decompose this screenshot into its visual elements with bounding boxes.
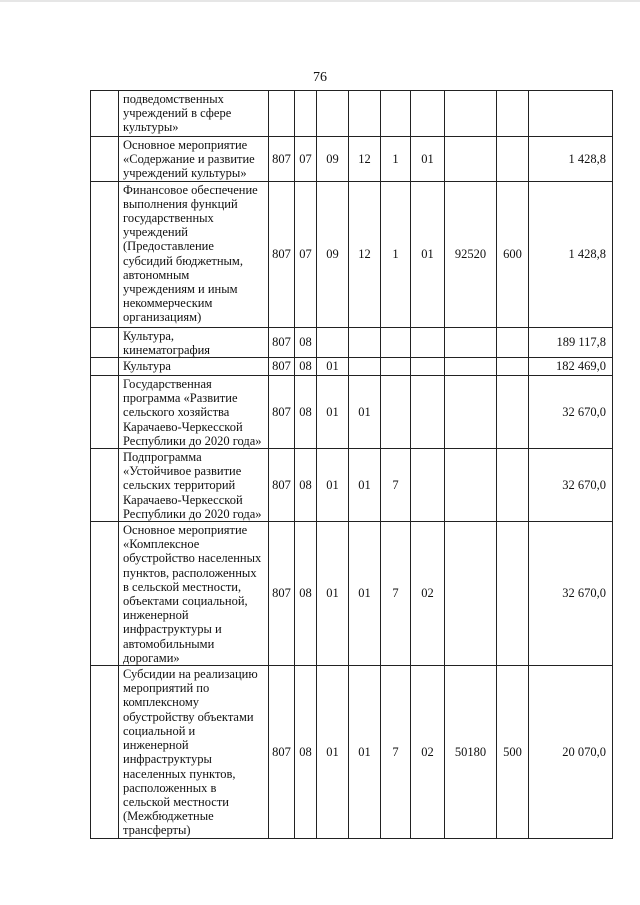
cell-ved: 807	[269, 137, 295, 182]
cell-p4	[445, 91, 497, 137]
cell-rz: 08	[295, 449, 317, 522]
cell-ved: 807	[269, 522, 295, 666]
row-margin-cell	[91, 376, 119, 449]
cell-rz: 08	[295, 522, 317, 666]
row-name-line: Республики до 2020 года»	[123, 433, 262, 448]
cell-pr: 01	[317, 522, 349, 666]
row-name-line: социальной и	[123, 723, 196, 738]
row-name-line: обустройство населенных	[123, 551, 262, 566]
row-name-line: инфраструктуры	[123, 752, 212, 767]
cell-p3: 01	[411, 181, 445, 327]
cell-vr	[497, 358, 529, 376]
row-name-line: сельской местности	[123, 794, 229, 809]
table-row	[91, 376, 613, 449]
row-name-line: пунктов, расположенных	[123, 565, 257, 580]
row-name-line: Основное мероприятие	[123, 523, 248, 538]
row-name-line: подведомственных	[123, 92, 224, 106]
cell-pr: 01	[317, 666, 349, 838]
row-name-line: «Устойчивое развитие	[123, 464, 242, 479]
cell-pr	[317, 91, 349, 137]
cell-p1	[349, 327, 381, 357]
row-name-cell	[119, 327, 269, 357]
cell-p3	[411, 327, 445, 357]
cell-pr: 09	[317, 181, 349, 327]
row-margin-cell	[91, 327, 119, 357]
cell-p3: 01	[411, 137, 445, 182]
row-name-cell	[119, 137, 269, 182]
cell-p1: 01	[349, 522, 381, 666]
cell-amount: 189 117,8	[529, 327, 613, 357]
cell-amount: 1 428,8	[529, 137, 613, 182]
cell-p1	[349, 358, 381, 376]
cell-p2	[381, 358, 411, 376]
row-name-line: Субсидии на реализацию	[123, 667, 258, 682]
row-name-line: Государственная	[123, 377, 212, 392]
row-margin-cell	[91, 137, 119, 182]
cell-pr: 09	[317, 137, 349, 182]
row-name-line: Подпрограмма	[123, 450, 202, 465]
table-row	[91, 137, 613, 182]
row-name-line: обустройству объектами	[123, 709, 254, 724]
cell-pr: 01	[317, 376, 349, 449]
cell-p3	[411, 449, 445, 522]
row-name-cell	[119, 449, 269, 522]
budget-table	[90, 90, 613, 839]
row-name-line: программа «Развитие	[123, 391, 238, 406]
row-name-line: населенных пунктов,	[123, 766, 236, 781]
cell-vr	[497, 91, 529, 137]
cell-rz: 07	[295, 181, 317, 327]
cell-amount: 20 070,0	[529, 666, 613, 838]
row-margin-cell	[91, 181, 119, 327]
row-name-line: трансферты)	[123, 823, 191, 838]
cell-p4	[445, 358, 497, 376]
row-name-line: субсидий бюджетным,	[123, 253, 243, 268]
table-row	[91, 666, 613, 838]
cell-amount: 182 469,0	[529, 358, 613, 376]
cell-p4: 50180	[445, 666, 497, 838]
row-name-line: Финансовое обеспечение	[123, 182, 258, 197]
row-name-line: некоммерческим	[123, 296, 213, 311]
cell-ved: 807	[269, 666, 295, 838]
cell-amount: 32 670,0	[529, 449, 613, 522]
cell-vr	[497, 449, 529, 522]
cell-p2	[381, 327, 411, 357]
cell-p4	[445, 376, 497, 449]
table-body	[91, 91, 613, 839]
row-name-line: инженерной	[123, 608, 189, 623]
cell-p2: 7	[381, 522, 411, 666]
cell-rz: 08	[295, 376, 317, 449]
cell-rz: 08	[295, 327, 317, 357]
row-name-line: учреждений в сфере	[123, 106, 232, 121]
cell-p1: 01	[349, 449, 381, 522]
cell-p4	[445, 327, 497, 357]
cell-p2: 7	[381, 449, 411, 522]
cell-pr: 01	[317, 358, 349, 376]
cell-p2	[381, 376, 411, 449]
row-name-line: комплексному	[123, 695, 200, 710]
cell-rz: 08	[295, 666, 317, 838]
row-margin-cell	[91, 358, 119, 376]
cell-p3: 02	[411, 522, 445, 666]
cell-vr	[497, 522, 529, 666]
cell-p1: 12	[349, 181, 381, 327]
row-name-line: кинематография	[123, 342, 211, 357]
cell-rz	[295, 91, 317, 137]
row-name-line: (Межбюджетные	[123, 809, 214, 824]
cell-ved: 807	[269, 358, 295, 376]
row-margin-cell	[91, 522, 119, 666]
cell-vr	[497, 376, 529, 449]
table-row	[91, 522, 613, 666]
cell-vr: 600	[497, 181, 529, 327]
row-name-line: дорогами»	[123, 650, 180, 665]
row-name-cell	[119, 376, 269, 449]
row-name-line: «Комплексное	[123, 537, 200, 552]
row-name-cell	[119, 522, 269, 666]
row-name-line: культуры»	[123, 120, 179, 135]
row-name-line: Карачаево-Черкесской	[123, 492, 243, 507]
row-name-line: мероприятий по	[123, 681, 210, 696]
row-name-line: выполнения функций	[123, 196, 238, 211]
cell-p3	[411, 91, 445, 137]
cell-p4	[445, 137, 497, 182]
table-row	[91, 449, 613, 522]
row-name-cell	[119, 91, 269, 137]
row-name-line: сельских территорий	[123, 478, 236, 493]
cell-ved	[269, 91, 295, 137]
cell-vr	[497, 137, 529, 182]
cell-p4	[445, 522, 497, 666]
row-name-line: в сельской местности,	[123, 579, 242, 594]
row-name-line: Карачаево-Черкесской	[123, 419, 243, 434]
cell-rz: 08	[295, 358, 317, 376]
row-margin-cell	[91, 449, 119, 522]
cell-p2: 1	[381, 137, 411, 182]
cell-p2: 1	[381, 181, 411, 327]
row-name-line: Культура,	[123, 328, 175, 343]
table-row	[91, 181, 613, 327]
cell-p2: 7	[381, 666, 411, 838]
cell-ved: 807	[269, 449, 295, 522]
table-row	[91, 358, 613, 376]
cell-ved: 807	[269, 376, 295, 449]
row-name-line: Культура	[123, 359, 171, 374]
cell-p3: 02	[411, 666, 445, 838]
row-name-line: сельского хозяйства	[123, 405, 230, 420]
row-name-line: учреждений культуры»	[123, 166, 247, 181]
row-margin-cell	[91, 666, 119, 838]
row-name-cell	[119, 181, 269, 327]
row-name-cell	[119, 358, 269, 376]
cell-rz: 07	[295, 137, 317, 182]
row-name-line: Республики до 2020 года»	[123, 506, 262, 521]
table-row	[91, 91, 613, 137]
scan-edge	[0, 0, 640, 2]
cell-vr	[497, 327, 529, 357]
row-margin-cell	[91, 91, 119, 137]
row-name-line: расположенных в	[123, 780, 217, 795]
cell-pr: 01	[317, 449, 349, 522]
row-name-line: Основное мероприятие	[123, 138, 248, 152]
row-name-line: объектами социальной,	[123, 594, 248, 609]
cell-p2	[381, 91, 411, 137]
row-name-line: инфраструктуры и	[123, 622, 222, 637]
cell-pr	[317, 327, 349, 357]
table-row	[91, 327, 613, 357]
row-name-line: государственных	[123, 211, 214, 226]
cell-amount: 32 670,0	[529, 522, 613, 666]
row-name-line: (Предоставление	[123, 239, 214, 254]
page-number: 76	[313, 70, 327, 85]
cell-p1: 01	[349, 376, 381, 449]
cell-amount: 1 428,8	[529, 181, 613, 327]
cell-p1	[349, 91, 381, 137]
row-name-line: инженерной	[123, 738, 189, 753]
row-name-line: «Содержание и развитие	[123, 152, 255, 167]
row-name-line: организациям)	[123, 310, 202, 325]
cell-ved: 807	[269, 181, 295, 327]
cell-vr: 500	[497, 666, 529, 838]
cell-p4	[445, 449, 497, 522]
row-name-line: учреждений	[123, 225, 188, 240]
row-name-line: автономным	[123, 267, 190, 282]
cell-amount: 32 670,0	[529, 376, 613, 449]
cell-p1: 12	[349, 137, 381, 182]
cell-p1: 01	[349, 666, 381, 838]
row-name-line: учреждениям и иным	[123, 282, 238, 297]
row-name-line: автомобильными	[123, 636, 215, 651]
cell-p4: 92520	[445, 181, 497, 327]
cell-p3	[411, 376, 445, 449]
row-name-cell	[119, 666, 269, 838]
cell-p3	[411, 358, 445, 376]
cell-ved: 807	[269, 327, 295, 357]
cell-amount	[529, 91, 613, 137]
